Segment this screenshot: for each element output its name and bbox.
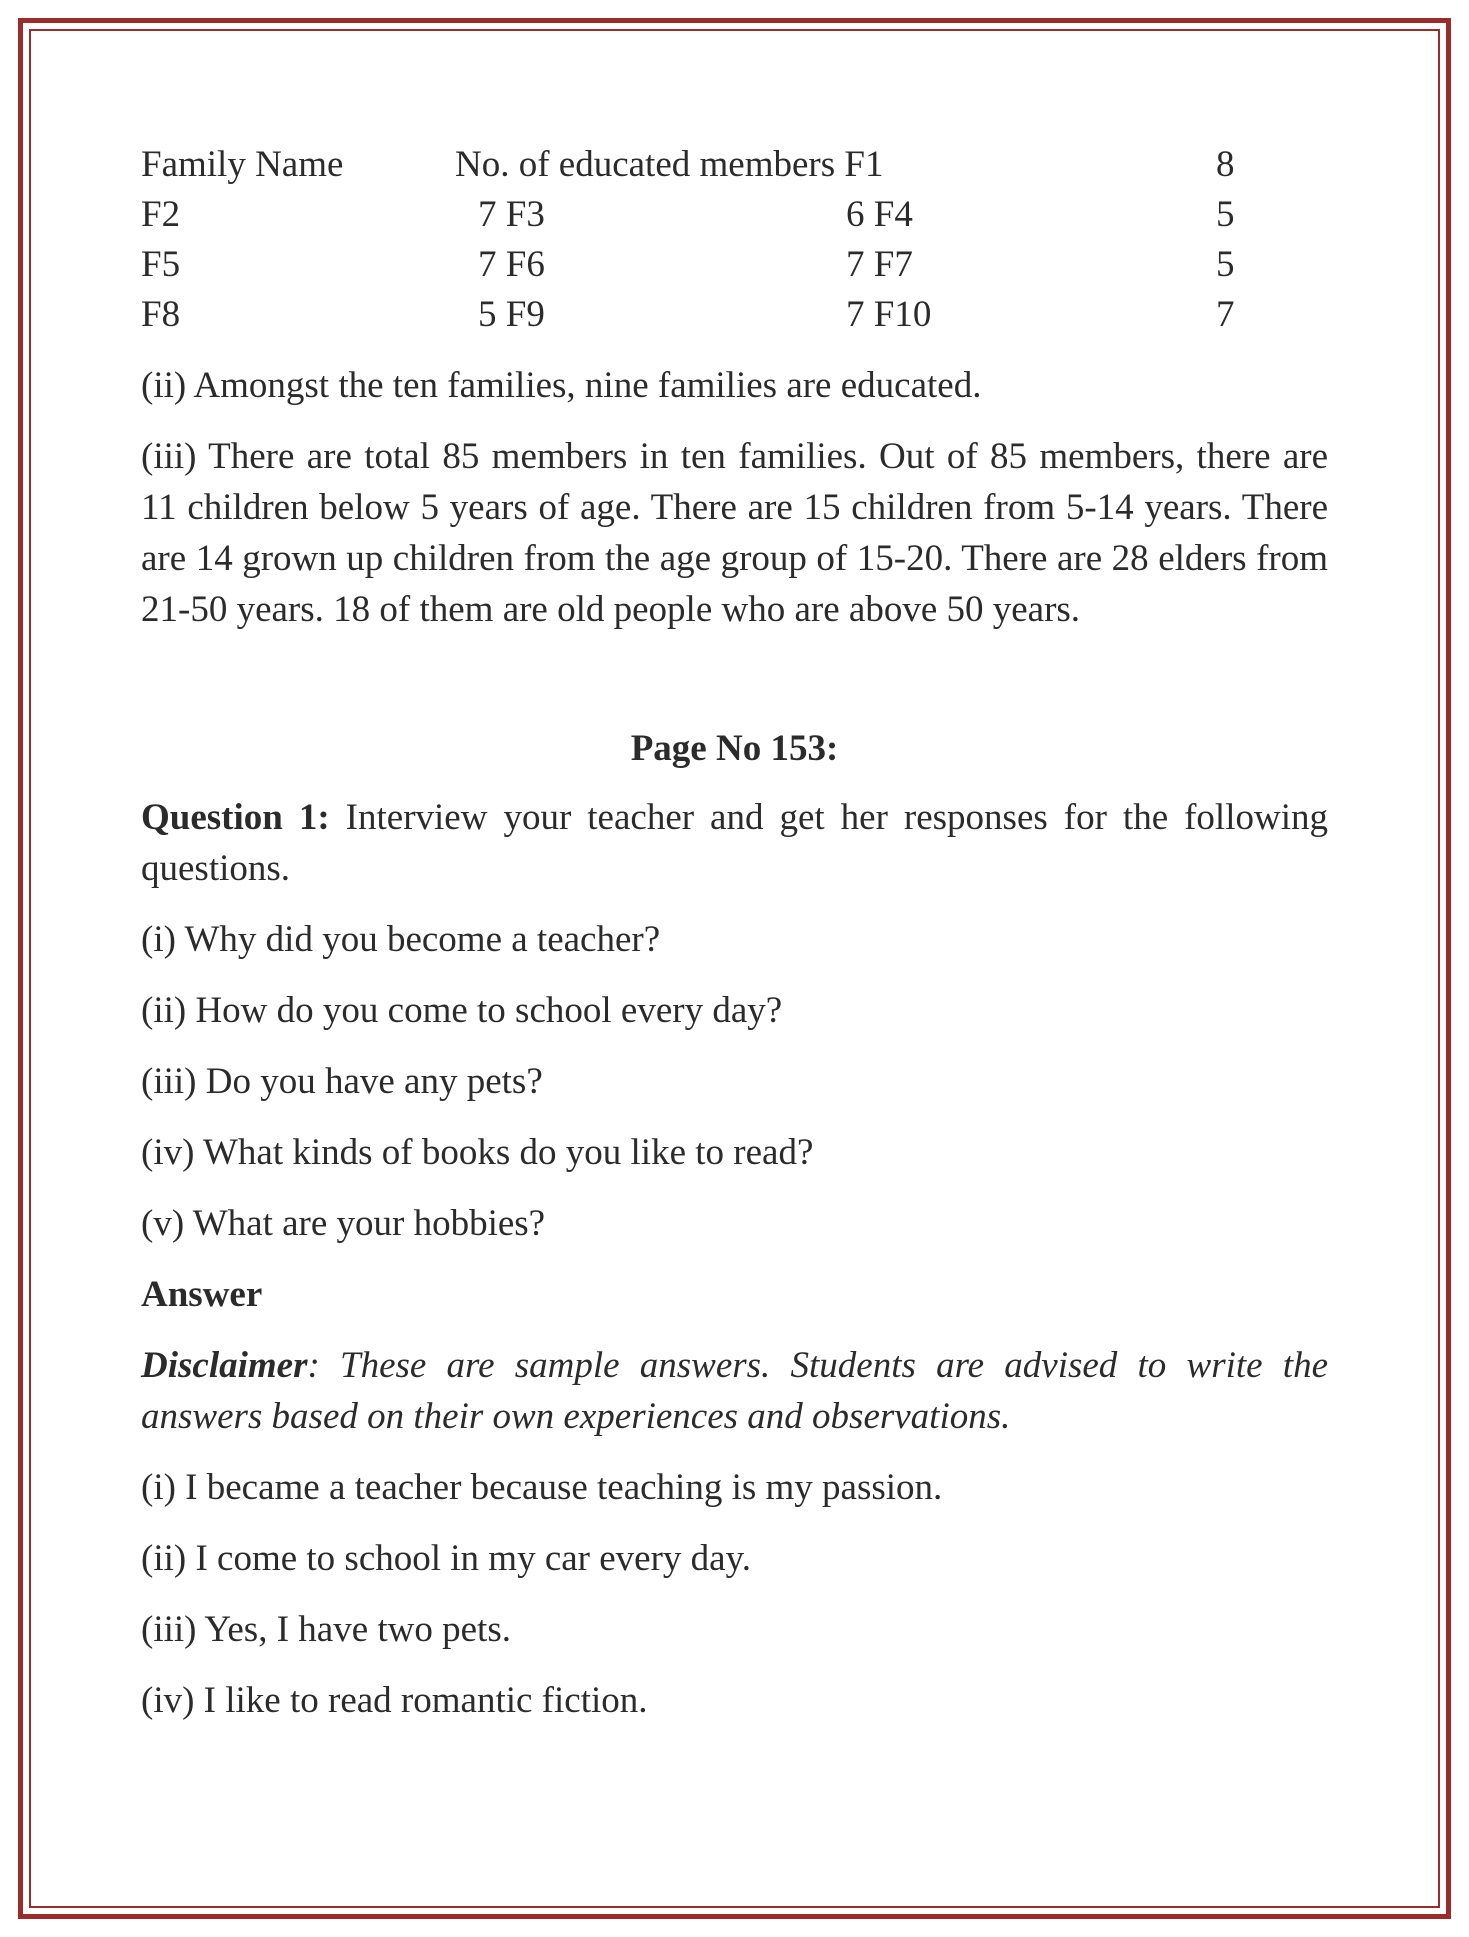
table-header-row [141, 140, 1328, 190]
answer-item: (ii) I come to school in my car every day. [141, 1538, 751, 1579]
question-item: (iii) Do you have any pets? [141, 1061, 543, 1102]
table-row [141, 240, 1328, 290]
table-cell: 5 [1216, 244, 1235, 285]
table-cell: 5 F9 [478, 294, 545, 335]
table-cell: 6 F4 [846, 194, 913, 235]
question-1 [141, 792, 1328, 894]
table-cell: 5 [1216, 194, 1235, 235]
educated-members-table [141, 140, 1328, 340]
page-heading: Page No 153: [630, 728, 839, 769]
table-header-cell: Family Name [141, 144, 344, 185]
question-text: Interview your teacher and get her responses for the following questions. [141, 797, 1328, 889]
answer-item: (iii) Yes, I have two pets. [141, 1609, 511, 1650]
table-cell: 7 F7 [846, 244, 913, 285]
note-ii: (ii) Amongst the ten families, nine families are educated. [141, 365, 982, 406]
table-header-cell: 8 [1216, 144, 1235, 185]
table-cell: 7 F6 [478, 244, 545, 285]
disclaimer-text: : These are sample answers. Students are advised to write the answers based on their own experiences and observations. [141, 1345, 1328, 1437]
table-cell: F8 [141, 294, 181, 335]
table-row [141, 190, 1328, 240]
table-header-cell: No. of educated members F1 [455, 144, 884, 185]
question-item: (ii) How do you come to school every day? [141, 990, 783, 1031]
question-item: (v) What are your hobbies? [141, 1203, 546, 1244]
disclaimer-label: Disclaimer [141, 1345, 308, 1386]
answer-item: (i) I became a teacher because teaching is my passion. [141, 1467, 943, 1508]
note-iii: (iii) There are total 85 members in ten families. Out of 85 members, there are 11 children below 5 years of age. There are 15 children from 5-14 years. There are 14 grown up children from the age group of 15-20. There are 28 elders from 21-50 years. 18 of them are old people who are above 50 years. [141, 436, 1328, 630]
disclaimer [141, 1340, 1328, 1442]
table-cell: F2 [141, 194, 181, 235]
answer-item: (iv) I like to read romantic fiction. [141, 1680, 648, 1721]
page-content [141, 140, 1328, 1726]
table-cell: 7 F10 [846, 294, 932, 335]
question-item: (i) Why did you become a teacher? [141, 919, 661, 960]
question-label: Question 1: [141, 797, 330, 838]
table-cell: 7 [1216, 294, 1235, 335]
answer-heading: Answer [141, 1274, 263, 1315]
table-cell: F5 [141, 244, 181, 285]
table-row [141, 290, 1328, 340]
table-cell: 7 F3 [478, 194, 545, 235]
question-item: (iv) What kinds of books do you like to read? [141, 1132, 814, 1173]
